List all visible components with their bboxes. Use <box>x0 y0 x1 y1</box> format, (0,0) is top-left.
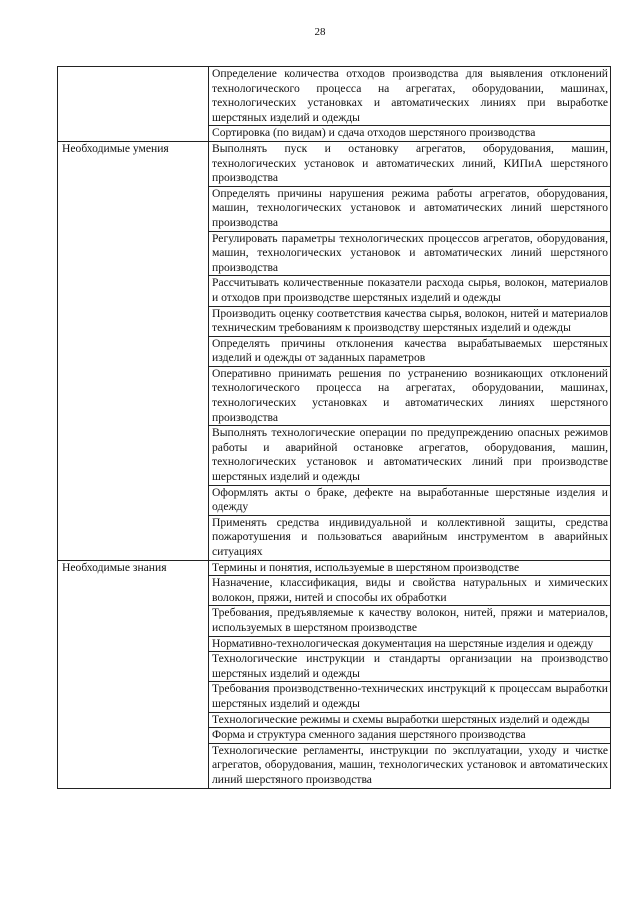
requirement-text: Форма и структура сменного задания шерстяного производства <box>209 728 611 744</box>
requirement-text: Сортировка (по видам) и сдача отходов шерстяного производства <box>209 126 611 142</box>
requirements-table <box>57 66 611 789</box>
requirement-text: Требования, предъявляемые к качеству волокон, нитей, пряжи и материалов, используемых в шерстяном производстве <box>209 606 611 636</box>
requirement-text: Термины и понятия, используемые в шерстяном производстве <box>209 560 611 576</box>
requirement-text: Технологические режимы и схемы выработки шерстяных изделий и одежды <box>209 712 611 728</box>
table-row <box>58 67 611 126</box>
page-number: 28 <box>314 26 326 38</box>
table-body <box>58 67 611 789</box>
requirement-text: Нормативно-технологическая документация на шерстяные изделия и одежду <box>209 636 611 652</box>
requirement-text: Применять средства индивидуальной и коллективной защиты, средства пожаротушения и пользоваться аварийным инструментом в аварийных ситуациях <box>209 515 611 560</box>
row-group-label: Необходимые знания <box>58 560 209 788</box>
requirement-text: Регулировать параметры технологических процессов агрегатов, оборудования, машин, технологических установок и автоматических линий шерстяного производства <box>209 231 611 276</box>
requirement-text: Выполнять технологические операции по предупреждению опасных режимов работы и аварийной остановке агрегатов, оборудования, машин, технологических установок и автоматических линий при производстве шерстяных изделий и одежды <box>209 426 611 485</box>
requirement-text: Оформлять акты о браке, дефекте на выработанные шерстяные изделия и одежду <box>209 485 611 515</box>
requirement-text: Назначение, классификация, виды и свойства натуральных и химических волокон, пряжи, нитей и способы их обработки <box>209 576 611 606</box>
requirement-text: Технологические регламенты, инструкции по эксплуатации, уходу и чистке агрегатов, оборудования, машин, технологических установок и автоматических линий шерстяного производства <box>209 743 611 788</box>
row-group-label: Необходимые умения <box>58 141 209 560</box>
table-row <box>58 141 611 186</box>
requirement-text: Производить оценку соответствия качества сырья, волокон, нитей и материалов техническим требованиям к производству шерстяных изделий и одежды <box>209 306 611 336</box>
requirement-text: Определение количества отходов производства для выявления отклонений технологического процесса на агрегатах, оборудовании, машинах, технологических установках и автоматических линиях при выработке шерстяных изделий и одежды <box>209 67 611 126</box>
requirement-text: Технологические инструкции и стандарты организации на производство шерстяных изделий и одежды <box>209 652 611 682</box>
requirement-text: Рассчитывать количественные показатели расхода сырья, волокон, материалов и отходов при производстве шерстяных изделий и одежды <box>209 276 611 306</box>
requirement-text: Требования производственно-технических инструкций к процессам выработки шерстяных изделий и одежды <box>209 682 611 712</box>
requirement-text: Оперативно принимать решения по устранению возникающих отклонений технологического процесса на агрегатах, оборудовании, машинах, технологических установках и автоматических линиях шерстяного производства <box>209 366 611 425</box>
row-group-label <box>58 67 209 142</box>
table-row <box>58 560 611 576</box>
requirement-text: Выполнять пуск и остановку агрегатов, оборудования, машин, технологических установок и автоматических линий, КИПиА шерстяного производства <box>209 141 611 186</box>
requirement-text: Определять причины нарушения режима работы агрегатов, оборудования, машин, технологических установок и автоматических линий шерстяного производства <box>209 186 611 231</box>
requirement-text: Определять причины отклонения качества вырабатываемых шерстяных изделий и одежды от заданных параметров <box>209 336 611 366</box>
